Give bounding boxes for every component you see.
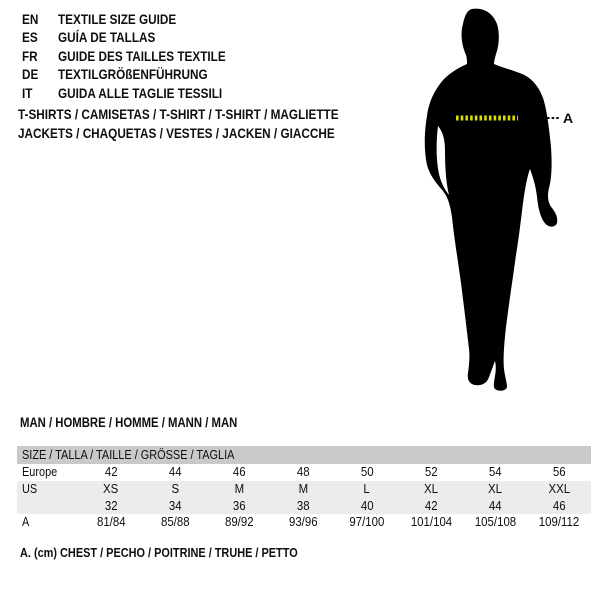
size-value: 85/88 bbox=[160, 514, 190, 530]
language-title: TEXTILE SIZE GUIDE bbox=[58, 11, 177, 27]
language-row-en bbox=[22, 10, 258, 28]
size-value: 109/112 bbox=[538, 514, 580, 530]
size-value: 89/92 bbox=[224, 514, 254, 530]
language-row-de bbox=[22, 65, 258, 83]
measurement-footnote bbox=[20, 545, 351, 561]
measure-label-a: A bbox=[563, 110, 574, 126]
size-value: 34 bbox=[168, 497, 182, 513]
language-row-it bbox=[22, 84, 258, 102]
size-value: 50 bbox=[360, 464, 374, 479]
section-heading-text: MAN / HOMBRE / HOMME / MANN / MAN bbox=[20, 415, 238, 430]
size-value: 93/96 bbox=[288, 514, 318, 530]
size-value: M bbox=[234, 480, 244, 496]
section-heading-man bbox=[20, 415, 279, 431]
language-code: EN bbox=[22, 11, 39, 27]
language-legend bbox=[22, 10, 258, 102]
size-value: 46 bbox=[232, 464, 246, 479]
garment-categories bbox=[18, 105, 400, 142]
size-value: 81/84 bbox=[96, 514, 126, 530]
category-tshirts: T-SHIRTS / CAMISETAS / T-SHIRT / T-SHIRT / MAGLIETTE bbox=[18, 106, 339, 122]
language-code: IT bbox=[22, 84, 33, 101]
size-value: 101/104 bbox=[410, 514, 452, 530]
category-jackets: JACKETS / CHAQUETAS / VESTES / JACKEN / GIACCHE bbox=[18, 124, 335, 141]
size-value: S bbox=[171, 480, 179, 496]
row-label: US bbox=[22, 480, 38, 496]
language-row-fr bbox=[22, 47, 258, 65]
size-value: 97/100 bbox=[349, 514, 385, 530]
size-value: 42 bbox=[104, 464, 118, 479]
size-value: XL bbox=[424, 480, 438, 496]
size-value: 32 bbox=[104, 497, 118, 513]
language-title: GUÍA DE TALLAS bbox=[58, 29, 156, 46]
language-title: GUIDE DES TAILLES TEXTILE bbox=[58, 47, 226, 64]
size-table bbox=[17, 446, 591, 531]
size-value: XS bbox=[103, 480, 119, 496]
size-value: 40 bbox=[360, 497, 374, 513]
language-title: GUIDA ALLE TAGLIE TESSILI bbox=[58, 84, 223, 101]
size-value: 56 bbox=[552, 464, 566, 479]
language-code: FR bbox=[22, 47, 38, 64]
size-value: L bbox=[363, 480, 371, 496]
table-row-chest-a bbox=[17, 514, 591, 531]
language-code: ES bbox=[22, 29, 38, 46]
size-table-header bbox=[17, 446, 591, 464]
man-silhouette bbox=[395, 0, 600, 400]
size-value: 44 bbox=[168, 464, 182, 479]
size-value: 36 bbox=[232, 497, 246, 513]
size-value: 46 bbox=[552, 497, 566, 513]
size-value: 38 bbox=[296, 497, 310, 513]
table-row-us-letters bbox=[17, 481, 591, 498]
size-value: 44 bbox=[488, 497, 502, 513]
size-value: M bbox=[298, 480, 308, 496]
row-label: Europe bbox=[22, 464, 58, 479]
row-label: A bbox=[22, 514, 30, 530]
measurement-footnote-text: A. (cm) CHEST / PECHO / POITRINE / TRUHE / PETTO bbox=[20, 545, 298, 560]
man-silhouette-path bbox=[425, 9, 558, 391]
size-value: 42 bbox=[424, 497, 438, 513]
size-table-header-text: SIZE / TALLA / TAILLE / GRÖSSE / TAGLIA bbox=[22, 447, 235, 462]
man-silhouette-figure bbox=[395, 0, 600, 400]
size-value: 48 bbox=[296, 464, 310, 479]
size-value: 54 bbox=[488, 464, 502, 479]
size-value: XXL bbox=[548, 480, 570, 496]
language-code: DE bbox=[22, 66, 39, 83]
language-row-es bbox=[22, 28, 258, 46]
size-value: XL bbox=[488, 480, 502, 496]
size-value: 105/108 bbox=[474, 514, 516, 530]
language-title: TEXTILGRÖßENFÜHRUNG bbox=[58, 66, 208, 83]
table-row-europe bbox=[17, 464, 591, 481]
table-row-us-numbers bbox=[17, 498, 591, 515]
size-value: 52 bbox=[424, 464, 438, 479]
